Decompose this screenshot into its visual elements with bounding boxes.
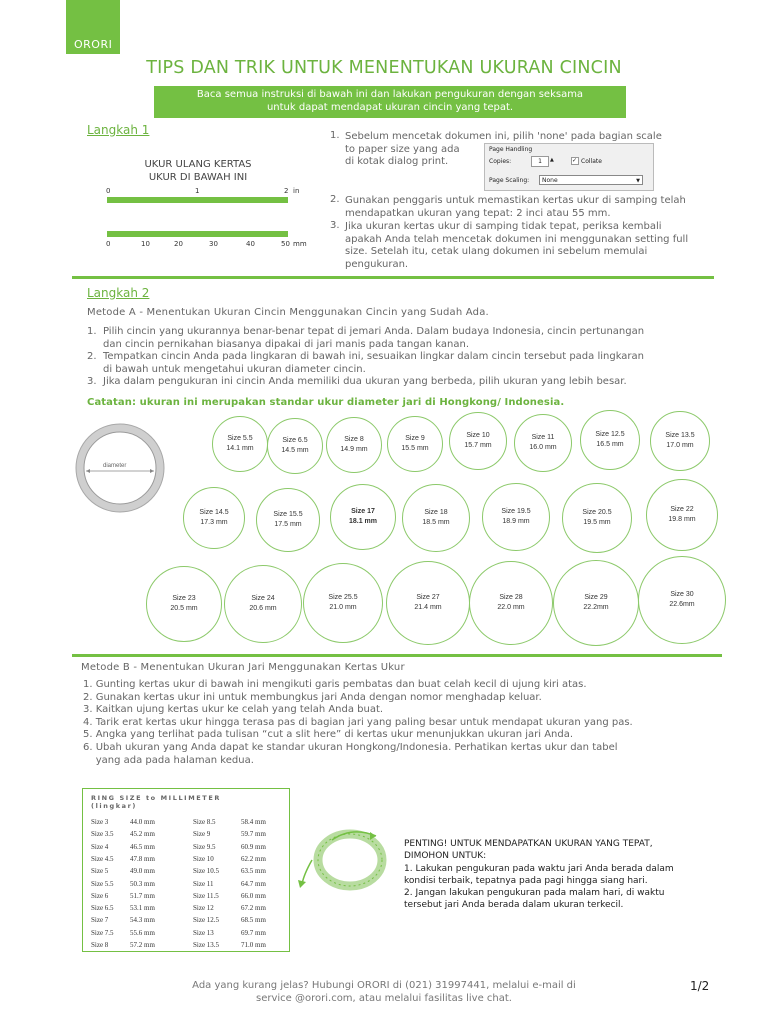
metode-a-item-3-num: 3. [87, 376, 97, 388]
ring-size-circle [303, 563, 383, 643]
step1-item-2: Gunakan penggaris untuk memastikan kertas ukur di samping telah mendapatkan ukuran yang tepat: 2 inci atau 55 mm. [345, 195, 686, 219]
mm-unit: mm [293, 240, 307, 248]
footer-line-2: service @orori.com, atau melalui fasilitas live chat. [256, 992, 512, 1004]
important-item-1b: kondisi terbaik, tepatnya pada pagi hingga siang hari. [404, 876, 648, 886]
ring-size-mm: 14.5 mm [281, 447, 309, 454]
ring-size-label: Size 20.5 [582, 509, 612, 516]
table-mm-cell: 44.0 mm [130, 818, 155, 826]
important-item-2b: tersebut jari Anda berada dalam ukuran terkecil. [404, 900, 624, 910]
important-item-1a: 1. Lakukan pengukuran pada waktu jari Anda berada dalam [404, 864, 674, 874]
ring-size-circle [256, 488, 320, 552]
step1-item-2-num: 2. [330, 194, 340, 205]
ring-size-mm: 14.9 mm [340, 446, 368, 453]
divider-1 [72, 276, 714, 279]
ring-size-label: Size 23 [172, 595, 196, 602]
table-size-cell: Size 13 [193, 928, 214, 937]
mm-ruler-bar [107, 231, 288, 237]
metode-b-item-6-cont: yang ada pada halaman kedua. [83, 754, 254, 766]
mm-tick-40: 40 [246, 240, 255, 248]
ring-size-mm: 22.0 mm [497, 604, 525, 611]
table-size-cell: Size 6.5 [91, 904, 114, 913]
page-number: 1/2 [690, 979, 710, 993]
ring-size-mm: 17.5 mm [274, 521, 302, 528]
ring-size-circle [449, 412, 507, 470]
metode-a-item-1 [87, 326, 727, 351]
ring-size-circle [402, 484, 470, 552]
table-size-cell: Size 4 [91, 842, 109, 851]
metode-a-item-1-line-1: Pilih cincin yang ukurannya benar-benar tepat di jemari Anda. Dalam budaya Indonesia, cincin pertunangan [103, 326, 645, 337]
table-mm-cell: 47.8 mm [130, 854, 155, 863]
step1-item-3-num: 3. [330, 220, 340, 231]
ring-size-mm: 21.4 mm [414, 604, 442, 611]
metode-b-item-6: 6. Ubah ukuran yang Anda dapat ke standar ukuran Hongkong/Indonesia. Perhatikan kertas ukur dan tabel [83, 741, 618, 753]
table-size-cell: Size 12.5 [193, 916, 220, 925]
banner-line-1: Baca semua instruksi di bawah ini dan lakukan pengukuran dengan seksama [196, 89, 584, 100]
table-mm-cell: 66.0 mm [241, 891, 266, 900]
table-mm-cell: 58.4 mm [241, 818, 266, 826]
ring-size-circle [580, 410, 640, 470]
ring-size-mm: 22.2mm [583, 604, 609, 611]
metode-b-heading: Metode B - Menentukan Ukuran Jari Menggunakan Kertas Ukur [81, 662, 405, 673]
ring-size-mm: 16.5 mm [596, 441, 624, 448]
ruler-caption [108, 158, 288, 184]
ring-size-mm: 21.0 mm [329, 604, 357, 611]
table-size-cell: Size 11.5 [193, 891, 219, 900]
inch-tick-1: 1 [195, 187, 200, 195]
table-size-cell: Size 13.5 [193, 941, 220, 949]
metode-a-item-2-num: 2. [87, 351, 97, 363]
ring-size-mm: 14.1 mm [226, 445, 254, 452]
ring-size-circle [650, 411, 710, 471]
ring-size-label: Size 18 [424, 509, 448, 516]
table-size-cell: Size 3.5 [91, 830, 114, 839]
table-size-cell: Size 3 [91, 818, 109, 826]
ring-size-label: Size 8 [344, 436, 364, 443]
ring-size-circle [386, 561, 470, 645]
dropdown-arrow-icon: ▼ [636, 178, 640, 184]
ring-size-label: Size 25.5 [328, 594, 358, 601]
table-mm-cell: 53.1 mm [130, 904, 155, 913]
brand-name: ORORI [74, 38, 113, 51]
important-notice [404, 838, 702, 911]
table-mm-cell: 54.3 mm [130, 916, 155, 925]
ring-size-mm: 18.5 mm [422, 519, 450, 526]
table-mm-cell: 68.5 mm [241, 916, 266, 925]
ring-size-label: Size 14.5 [199, 509, 229, 516]
table-heading: RING SIZE to MILLIMETER [91, 794, 221, 802]
table-subheading: (lingkar) [91, 802, 137, 810]
dialog-scaling-select [539, 175, 643, 185]
step1-item-1-line-3: di kotak dialog print. [345, 156, 449, 167]
table-mm-cell: 63.5 mm [241, 867, 266, 876]
ring-size-mm: 17.3 mm [200, 519, 228, 526]
curved-arrow-left [302, 860, 312, 884]
ring-size-label: Size 27 [416, 594, 440, 601]
ring-size-mm: 17.0 mm [666, 442, 694, 449]
table-mm-cell: 57.2 mm [130, 941, 155, 949]
dialog-scaling-label: Page Scaling: [489, 177, 530, 184]
intro-banner [154, 86, 626, 118]
table-size-cell: Size 8.5 [193, 818, 216, 826]
ring-size-circle [326, 417, 382, 473]
inch-tick-0: 0 [106, 187, 111, 195]
metode-a-item-3-line-1: Jika dalam pengukuran ini cincin Anda memiliki dua ukuran yang berbeda, pilih ukuran yang lebih besar. [103, 376, 627, 388]
print-dialog-mock [484, 143, 654, 191]
note-text: Catatan: ukuran ini merupakan standar ukur diameter jari di Hongkong/ Indonesia. [87, 397, 565, 408]
table-mm-cell: 51.7 mm [130, 891, 155, 900]
dialog-copies-field: 1 [531, 156, 549, 167]
step1-item-1-line-2: to paper size yang ada [345, 143, 460, 155]
inch-ruler-bar [107, 197, 288, 203]
ring-size-mm: 15.5 mm [401, 445, 429, 452]
ring-size-circle [267, 418, 323, 474]
ring-size-label: Size 15.5 [273, 511, 303, 518]
table-mm-cell: 69.7 mm [241, 928, 266, 937]
collate-checkbox-icon: ✓ [572, 157, 578, 164]
ring-size-circle [212, 416, 268, 472]
table-mm-cell: 60.9 mm [241, 842, 266, 851]
metode-b-item-4: 4. Tarik erat kertas ukur hingga terasa pas di bagian jari yang paling besar untuk mendapat ukuran yang pas. [83, 716, 633, 728]
ring-size-label: Size 9 [405, 435, 425, 442]
table-size-cell: Size 12 [193, 904, 214, 913]
ring-size-circle [482, 483, 550, 551]
metode-a-item-1-line-2: dan cincin pernikahan biasanya dipakai di jari manis pada tangan kanan. [103, 338, 470, 350]
page-title: TIPS DAN TRIK UNTUK MENENTUKAN UKURAN CINCIN [146, 58, 622, 78]
table-mm-cell: 64.7 mm [241, 879, 266, 888]
ring-size-circle [646, 479, 718, 551]
inch-tick-2: 2 [284, 187, 289, 195]
metode-a-item-2-line-1: Tempatkan cincin Anda pada lingkaran di bawah ini, sesuaikan lingkar dalam cincin tersebut pada lingkaran [103, 351, 645, 363]
inch-unit: in [293, 187, 300, 195]
metode-b-item-5: 5. Angka yang terlihat pada tulisan “cut a slit here” di kertas ukur menunjukkan ukuran jari Anda. [83, 729, 574, 741]
metode-a-item-3 [87, 376, 727, 389]
table-size-cell: Size 5.5 [91, 879, 114, 888]
ring-size-table [82, 788, 290, 952]
dialog-header: Page Handling [489, 146, 533, 153]
step1-item-3: Jika ukuran kertas ukur di samping tidak tepat, periksa kembali apakah Anda telah mencetak dokumen ini menggunakan setting full size. Setelah itu, cetak ulang dokumen ini sebelum memulai pengukuran. [345, 221, 689, 270]
ring-size-label: Size 6.5 [282, 437, 308, 444]
dialog-copies-label: Copies: [489, 158, 512, 165]
table-size-cell: Size 11 [193, 879, 214, 888]
mm-tick-10: 10 [141, 240, 150, 248]
step2-heading: Langkah 2 [87, 286, 150, 300]
table-size-cell: Size 7.5 [91, 928, 114, 937]
ring-size-label: Size 22 [670, 506, 694, 513]
ring-size-mm: 19.8 mm [668, 516, 696, 523]
ring-size-circle [183, 487, 245, 549]
table-mm-cell: 55.6 mm [130, 928, 155, 937]
table-size-cell: Size 9.5 [193, 842, 216, 851]
divider-2 [72, 654, 722, 657]
table-size-cell: Size 5 [91, 867, 109, 876]
table-mm-cell: 45.2 mm [130, 830, 155, 839]
ring-size-circle [330, 484, 396, 550]
footer-contact [0, 980, 768, 1005]
metode-a-heading: Metode A - Menentukan Ukuran Cincin Menggunakan Cincin yang Sudah Ada. [87, 307, 489, 318]
metode-a-list [87, 326, 727, 389]
ring-size-mm: 19.5 mm [583, 519, 611, 526]
table-mm-cell: 59.7 mm [241, 830, 266, 839]
table-size-cell: Size 8 [91, 941, 109, 949]
table-size-cell: Size 10.5 [193, 867, 220, 876]
ring-size-label: Size 10 [466, 432, 490, 439]
ring-size-circle [562, 483, 632, 553]
metode-a-item-1-num: 1. [87, 326, 97, 337]
ruler-caption-line-2: UKUR DI BAWAH INI [148, 172, 248, 183]
dialog-scaling-value: None [542, 177, 558, 184]
table-size-cell: Size 4.5 [91, 854, 114, 863]
ring-size-circle [146, 566, 222, 642]
ring-size-circle [387, 416, 443, 472]
table-mm-cell: 46.5 mm [130, 842, 155, 851]
mm-tick-0: 0 [106, 240, 111, 248]
table-size-cell: Size 9 [193, 830, 211, 839]
table-size-cell: Size 7 [91, 916, 109, 925]
ring-size-label: Size 12.5 [595, 431, 625, 438]
banner-line-2: untuk dapat mendapat ukuran cincin yang tepat. [266, 102, 514, 113]
step1-item-1-line-1: Sebelum mencetak dokumen ini, pilih 'none' pada bagian scale [345, 131, 662, 142]
important-heading-2: DIMOHON UNTUK: [404, 851, 487, 861]
ring-illustration [72, 420, 172, 520]
ring-size-circle [638, 556, 726, 644]
measuring-strip-illustration [290, 822, 402, 902]
step1-item-1-num: 1. [330, 130, 340, 141]
important-item-2a: 2. Jangan lakukan pengukuran pada malam hari, di waktu [404, 888, 665, 898]
ring-size-mm: 20.5 mm [170, 605, 198, 612]
ring-size-label: Size 5.5 [227, 435, 253, 442]
mm-tick-50: 50 [281, 240, 290, 248]
arrow-head-left-icon [298, 880, 306, 888]
ring-size-mm: 18.1 mm [348, 518, 378, 525]
table-mm-cell: 71.0 mm [241, 941, 266, 949]
footer-line-1: Ada yang kurang jelas? Hubungi ORORI di (021) 31997441, melalui e-mail di [192, 980, 576, 991]
mm-tick-30: 30 [209, 240, 218, 248]
ring-size-mm: 18.9 mm [502, 518, 530, 525]
mm-tick-20: 20 [174, 240, 183, 248]
ring-size-label: Size 29 [584, 594, 608, 601]
ring-size-mm: 22.6mm [669, 601, 695, 608]
step1-heading: Langkah 1 [87, 123, 150, 137]
table-mm-cell: 49.0 mm [130, 867, 155, 876]
metode-b-item-1: 1. Gunting kertas ukur di bawah ini mengikuti garis pembatas dan buat celah kecil di ujung kiri atas. [83, 679, 587, 690]
metode-a-item-2-line-2: di bawah untuk mengetahui ukuran diameter cincin. [103, 363, 366, 375]
ring-size-label: Size 24 [251, 595, 275, 602]
brand-logo [66, 0, 120, 54]
metode-b-item-3: 3. Kaitkan ujung kertas ukur ke celah yang telah Anda buat. [83, 704, 384, 716]
ring-size-label: Size 17 [351, 508, 375, 515]
table-mm-cell: 62.2 mm [241, 854, 266, 863]
metode-a-item-2 [87, 351, 727, 376]
metode-b-item-2: 2. Gunakan kertas ukur ini untuk membungkus jari Anda dengan nomor menghadap keluar. [83, 691, 542, 703]
ring-size-circle [514, 414, 572, 472]
ring-size-mm: 20.6 mm [249, 605, 277, 612]
diameter-label: diameter [103, 463, 127, 469]
dialog-collate-label: Collate [581, 158, 602, 165]
table-mm-cell: 67.2 mm [241, 904, 266, 913]
table-size-cell: Size 6 [91, 891, 109, 900]
table-size-cell: Size 10 [193, 854, 214, 863]
ring-size-mm: 15.7 mm [464, 442, 492, 449]
ring-size-mm: 16.0 mm [529, 444, 557, 451]
ruler-caption-line-1: UKUR ULANG KERTAS [144, 159, 252, 170]
dialog-stepper-icon: ▲ [550, 157, 554, 163]
ring-size-circle [553, 560, 639, 646]
ring-size-circle [224, 565, 302, 643]
metode-b-list [83, 679, 723, 767]
ring-size-label: Size 28 [499, 594, 523, 601]
table-mm-cell: 50.3 mm [130, 879, 155, 888]
ring-size-label: Size 19.5 [501, 508, 531, 515]
ring-size-label: Size 30 [670, 591, 694, 598]
important-heading-1: PENTING! UNTUK MENDAPATKAN UKURAN YANG TEPAT, [404, 839, 653, 849]
ring-size-label: Size 13.5 [665, 432, 695, 439]
ring-size-label: Size 11 [531, 434, 555, 441]
ring-size-circle [469, 561, 553, 645]
